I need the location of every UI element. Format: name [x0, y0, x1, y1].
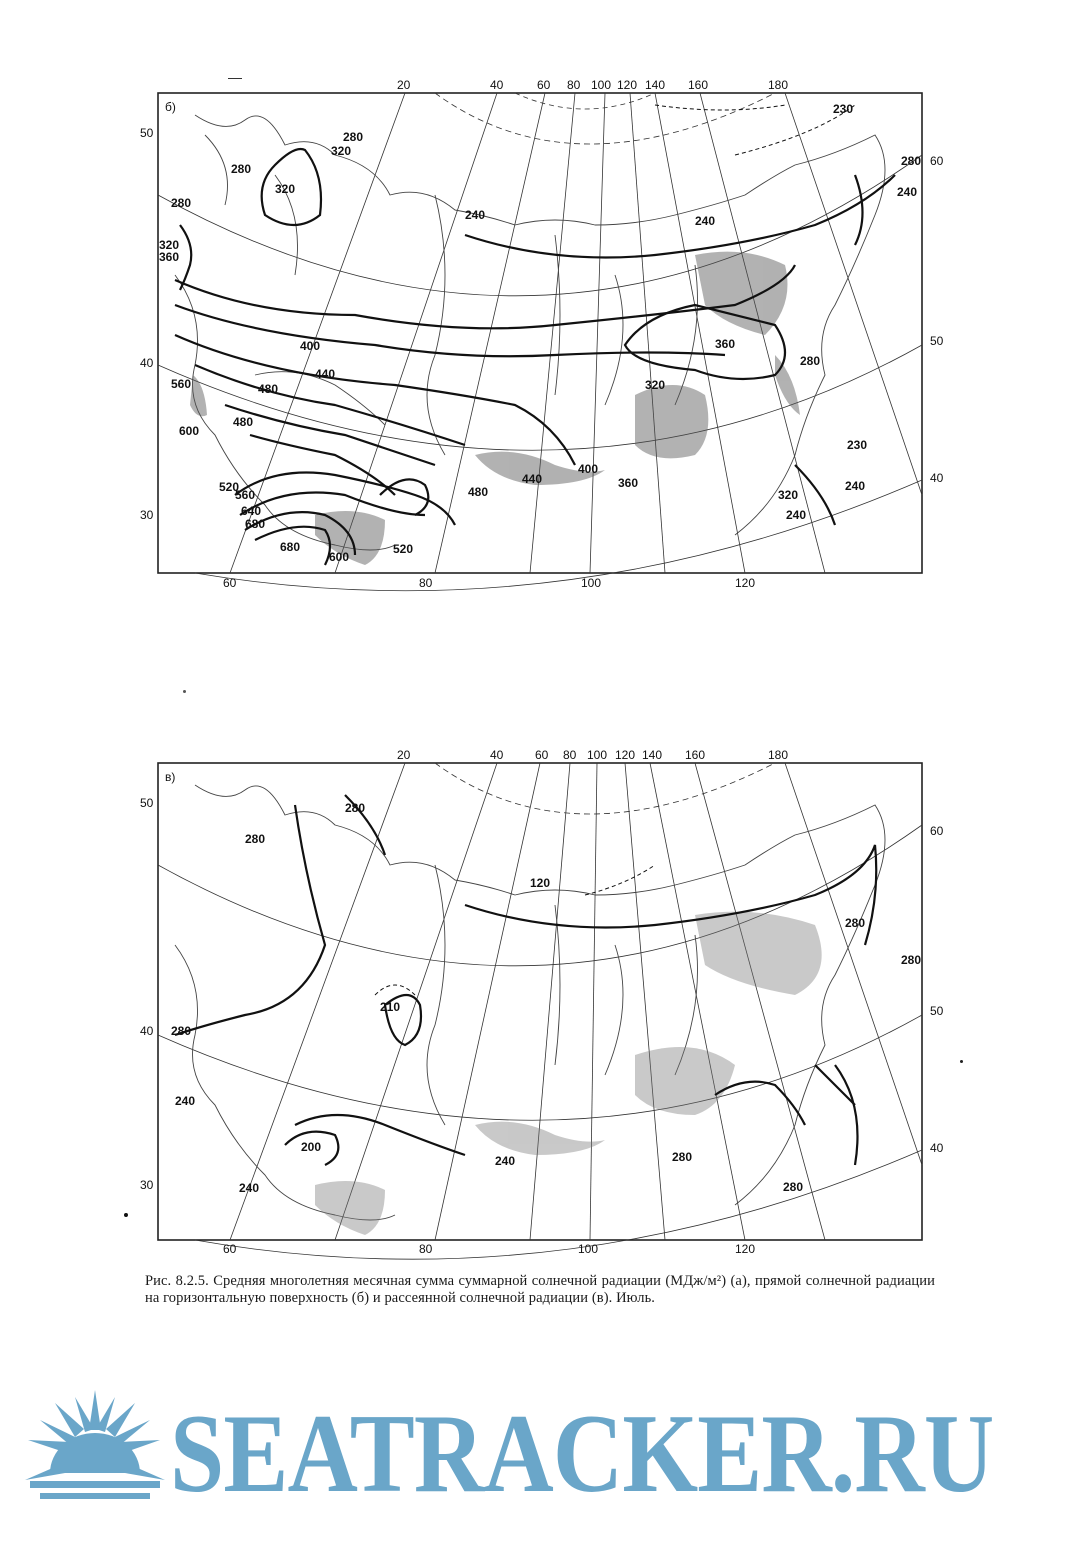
- map-v-lon-top-label: 80: [563, 748, 577, 762]
- map-b-lon-bottom-label: 60: [223, 576, 237, 590]
- map-b-lon-bottom-label: 80: [419, 576, 433, 590]
- isoline-label: 400: [578, 462, 599, 476]
- map-v-lat-left-label: 40: [140, 1024, 154, 1038]
- map-b-lon-top-label: 160: [688, 78, 709, 92]
- isoline-label: 640: [241, 504, 262, 518]
- print-speck: [960, 1060, 963, 1063]
- isoline-label: 320: [331, 144, 352, 158]
- isoline-label: 240: [695, 214, 716, 228]
- map-b-lat-right-label: 50: [930, 334, 944, 348]
- map-v-lat-left-label: 50: [140, 796, 154, 810]
- isoline-label: 320: [645, 378, 666, 392]
- isoline-label: 280: [672, 1150, 693, 1164]
- map-panel-b: [135, 75, 944, 595]
- isoline-label: 120: [530, 876, 551, 890]
- print-speck: [124, 1213, 128, 1217]
- isoline-label: 240: [239, 1181, 260, 1195]
- map-b-lat-left-label: 50: [140, 126, 154, 140]
- map-b-panel-label: б): [165, 100, 176, 114]
- isoline-label: 480: [233, 415, 254, 429]
- map-v-lon-bottom-label: 60: [223, 1242, 237, 1256]
- isoline-label: 240: [786, 508, 807, 522]
- map-b-frame: [158, 93, 922, 573]
- isoline-label: 280: [231, 162, 252, 176]
- map-v-lon-top-label: 40: [490, 748, 504, 762]
- isoline-label: 280: [901, 953, 922, 967]
- map-v-lon-top-label: 120: [615, 748, 636, 762]
- map-b-isoline-labels: [159, 102, 921, 564]
- isoline-label: 680: [280, 540, 301, 554]
- isoline-label: 230: [833, 102, 854, 116]
- map-b-lon-bottom-label: 100: [581, 576, 602, 590]
- isoline-label: 240: [175, 1094, 196, 1108]
- figure-caption: Рис. 8.2.5. Средняя многолетняя месячная сумма суммарной солнечной радиации (МДж/м²) (а), прямой солнечной радиации на горизонтальную поверхность (б) и рассеянной солнечной радиации (в). Июль.: [145, 1273, 935, 1306]
- map-b-lon-top-label: 80: [567, 78, 581, 92]
- map-b-lon-top-label: 100: [591, 78, 612, 92]
- map-v-lat-right-label: 50: [930, 1004, 944, 1018]
- isoline-label: 400: [300, 339, 321, 353]
- isoline-label: 200: [301, 1140, 322, 1154]
- isoline-label: 320: [778, 488, 799, 502]
- isoline-label: 230: [847, 438, 868, 452]
- map-v-lat-right-label: 60: [930, 824, 944, 838]
- map-v: [135, 745, 944, 1256]
- isoline-label: 240: [845, 479, 866, 493]
- isoline-label: 320: [159, 238, 180, 252]
- map-v-lon-top-label: 160: [685, 748, 706, 762]
- isoline-label: 360: [159, 250, 180, 264]
- map-b-isolines: [175, 149, 895, 565]
- map-v-lon-top-label: 140: [642, 748, 663, 762]
- map-v-lon-top-label: 100: [587, 748, 608, 762]
- isoline-label: 680: [245, 517, 266, 531]
- isoline-label: 280: [345, 801, 366, 815]
- isoline-label: 280: [171, 196, 192, 210]
- isoline-label: 280: [343, 130, 364, 144]
- isoline-label: 600: [329, 550, 350, 564]
- map-v-mountain-shading: [315, 912, 822, 1235]
- watermark-text: SEATRACKER.RU: [170, 1392, 994, 1516]
- map-v-frame: [158, 763, 922, 1240]
- map-v-dashed-isolines: [375, 865, 655, 995]
- map-v-lon-bottom-label: 80: [419, 1242, 433, 1256]
- map-b-lat-left-label: 30: [140, 508, 154, 522]
- map-b-lon-top-label: 120: [617, 78, 638, 92]
- map-v-lon-top-label: 20: [397, 748, 411, 762]
- isoline-label: 600: [179, 424, 200, 438]
- map-b-lon-top-label: 20: [397, 78, 411, 92]
- map-b-lat-right-label: 40: [930, 471, 944, 485]
- isoline-label: 240: [897, 185, 918, 199]
- isoline-label: 480: [468, 485, 489, 499]
- map-b-lat-left-label: 40: [140, 356, 154, 370]
- isoline-label: 320: [275, 182, 296, 196]
- isoline-label: 480: [258, 382, 279, 396]
- isoline-label: 280: [800, 354, 821, 368]
- map-v-lon-top-label: 60: [535, 748, 549, 762]
- print-speck: [183, 690, 186, 693]
- isoline-label: 280: [901, 154, 922, 168]
- map-b-lon-top-label: 180: [768, 78, 789, 92]
- map-b-dashed-isolines: [655, 105, 855, 155]
- isoline-label: 360: [618, 476, 639, 490]
- map-v-lat-right-label: 40: [930, 1141, 944, 1155]
- isoline-label: 280: [845, 916, 866, 930]
- map-b-mountain-shading: [190, 252, 800, 565]
- print-speck: [228, 78, 242, 79]
- isoline-label: 560: [235, 488, 256, 502]
- map-v-lat-left-label: 30: [140, 1178, 154, 1192]
- isoline-label: 280: [245, 832, 266, 846]
- map-b-lon-top-label: 140: [645, 78, 666, 92]
- map-v-lon-bottom-label: 100: [578, 1242, 599, 1256]
- isoline-label: 560: [171, 377, 192, 391]
- map-b: [135, 75, 944, 595]
- isoline-label: 210: [380, 1000, 401, 1014]
- isoline-label: 280: [171, 1024, 192, 1038]
- map-v-lon-bottom-label: 120: [735, 1242, 756, 1256]
- isoline-label: 440: [315, 367, 336, 381]
- sun-logo-icon: [25, 1390, 165, 1499]
- isoline-label: 280: [783, 1180, 804, 1194]
- map-b-lat-right-label: 60: [930, 154, 944, 168]
- isoline-label: 360: [715, 337, 736, 351]
- isoline-label: 520: [219, 480, 240, 494]
- isoline-label: 520: [393, 542, 414, 556]
- map-panel-v: [135, 745, 944, 1256]
- map-v-panel-label: в): [165, 770, 176, 784]
- isoline-label: 240: [465, 208, 486, 222]
- map-b-lon-top-label: 60: [537, 78, 551, 92]
- map-b-lon-top-label: 40: [490, 78, 504, 92]
- map-b-lon-bottom-label: 120: [735, 576, 756, 590]
- map-v-lon-top-label: 180: [768, 748, 789, 762]
- isoline-label: 240: [495, 1154, 516, 1168]
- isoline-label: 440: [522, 472, 543, 486]
